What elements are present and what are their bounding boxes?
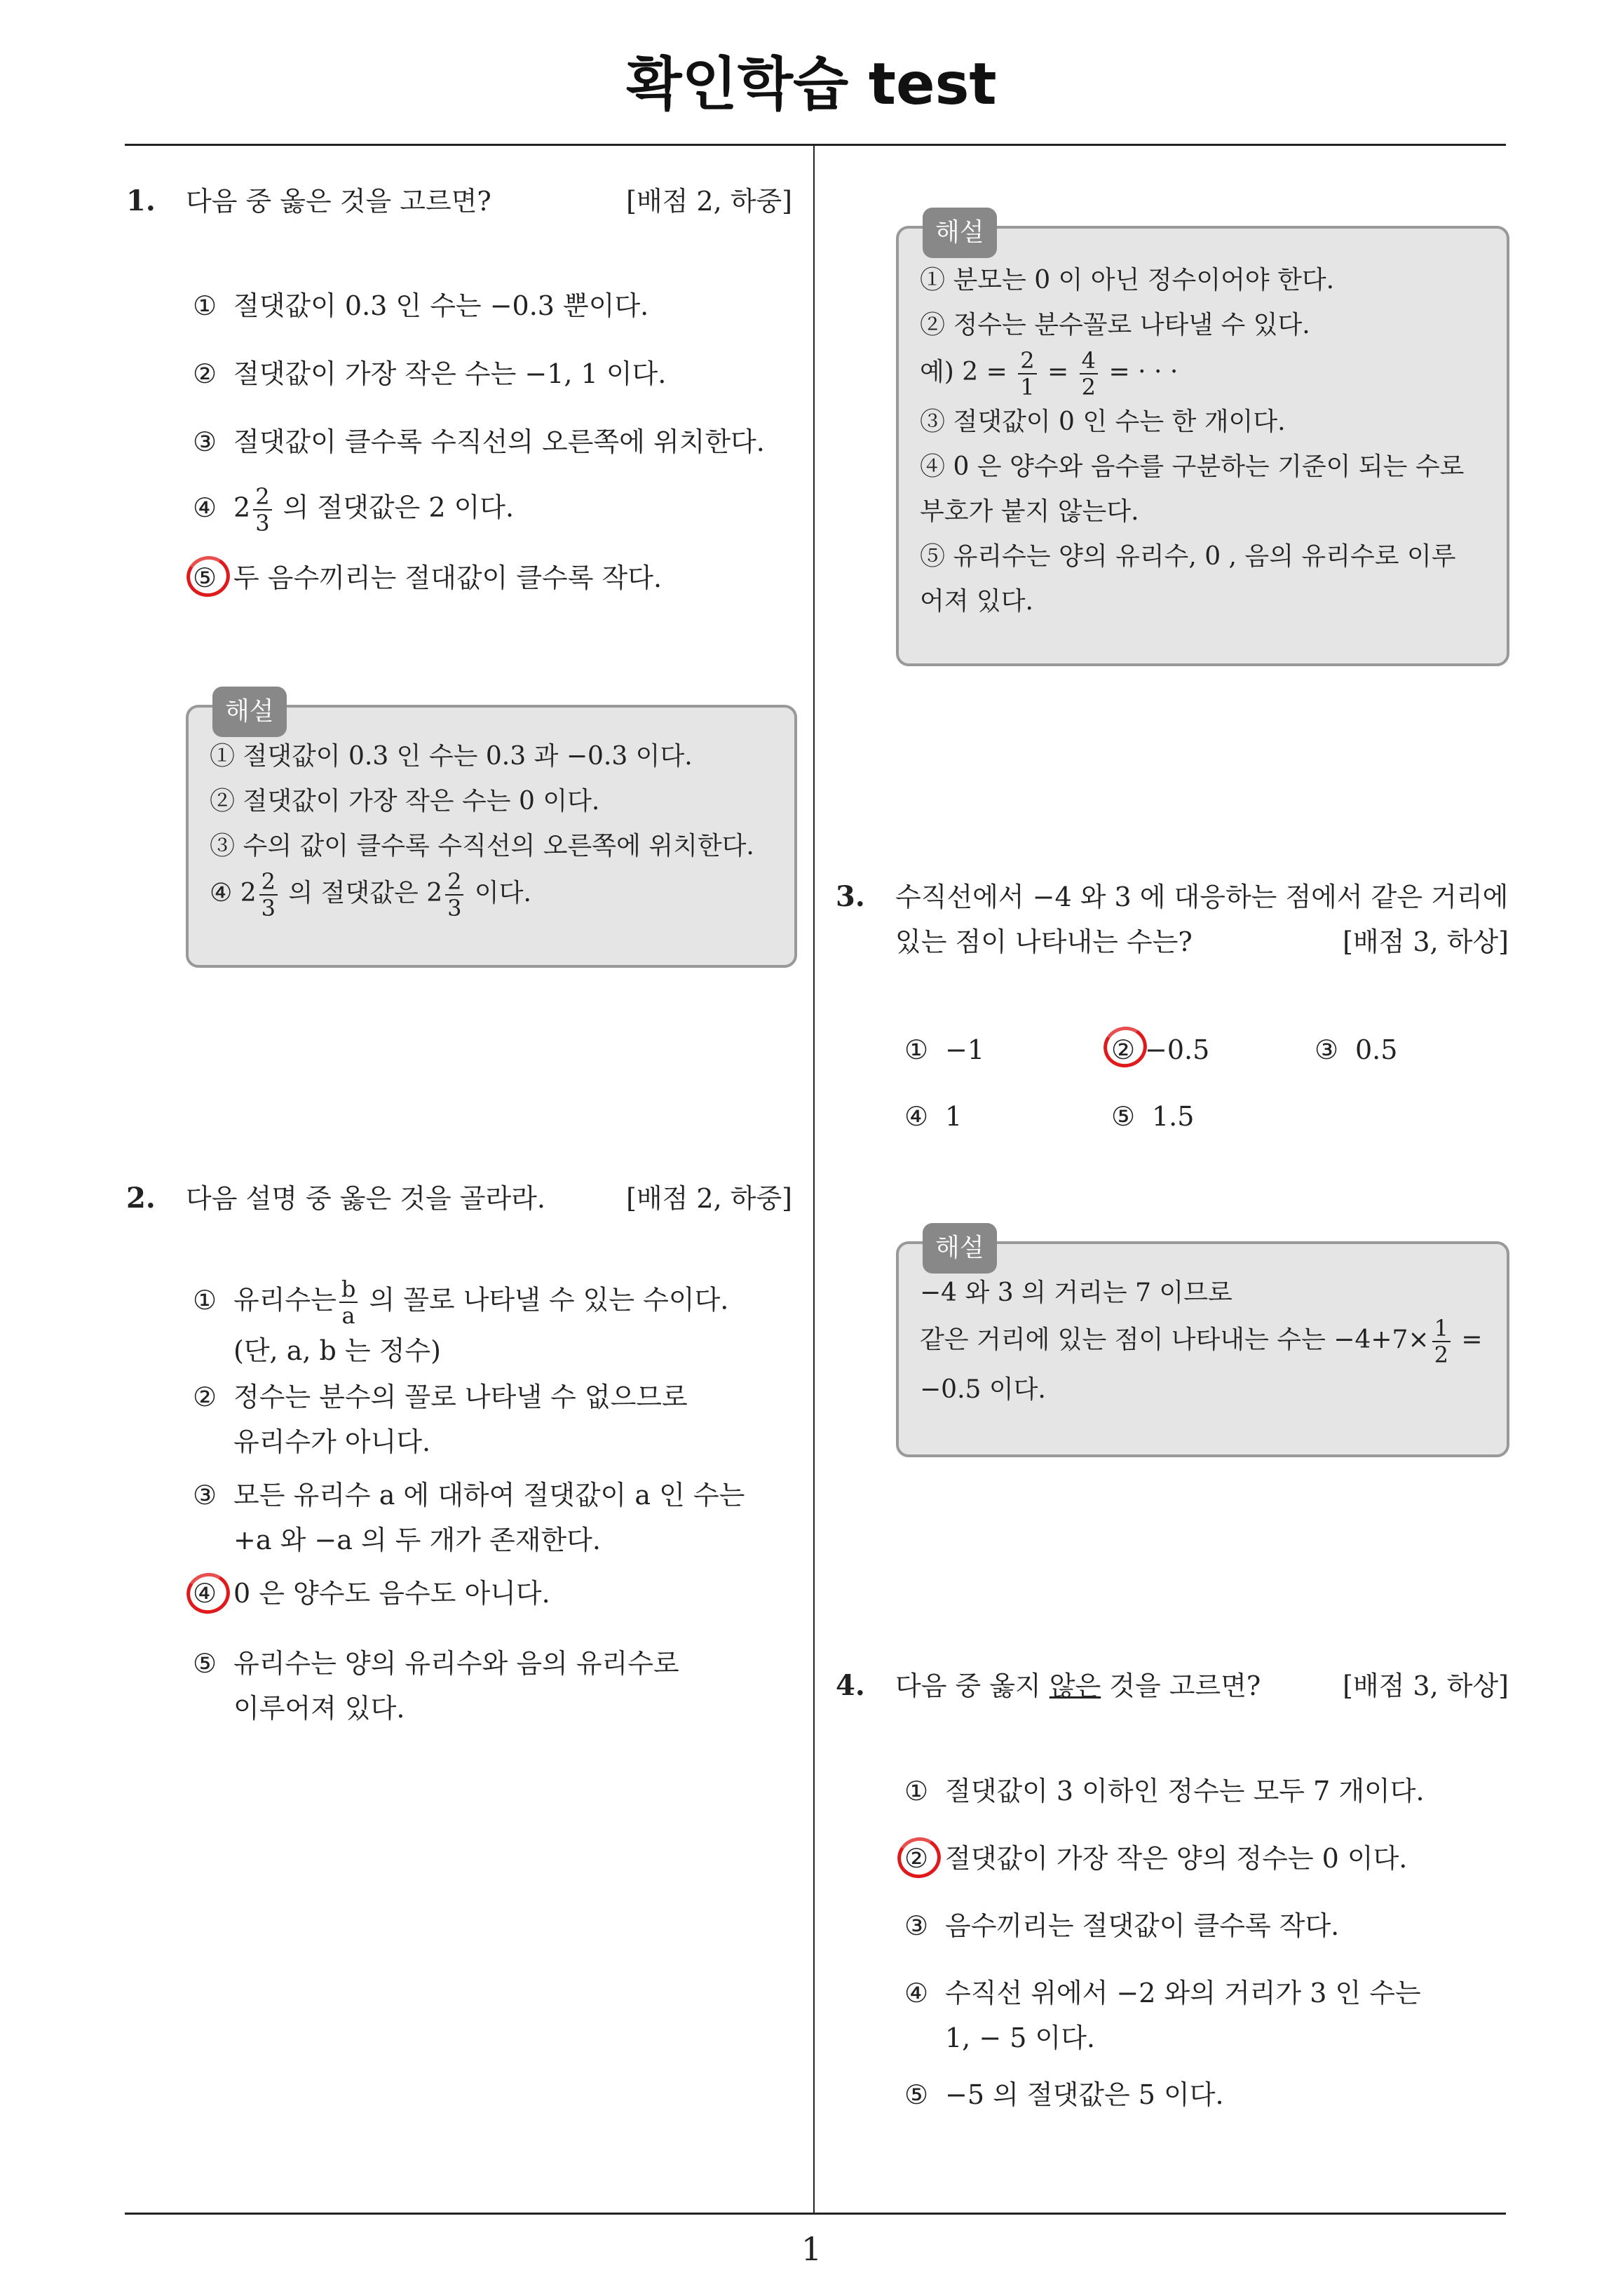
column-divider [813,146,815,2213]
question-2 [126,1178,792,1220]
explanation-line: ② 절댓값이 가장 작은 수는 0 이다. [210,787,600,816]
q2-option-5[interactable]: ⑤ 유리수는 양의 유리수와 음의 유리수로 이루어져 있다. [193,1648,679,1724]
q2-option-2[interactable]: ② 정수는 분수의 꼴로 나타낼 수 없으므로 유리수가 아니다. [193,1382,688,1457]
page-number: 1 [801,2230,822,2268]
q3-option-4[interactable]: ④ 1 [904,1101,963,1132]
page-title: 확인학습 test [626,51,997,118]
q1-option-2[interactable]: ② 절댓값이 가장 작은 수는 −1, 1 이다. [193,358,667,389]
q1-explanation-box [186,697,797,968]
explanation-line: ④ 2 $\frac{2}{3}$ 의 절댓값은 2 $\frac{2}{3}$ 이다. [210,868,531,921]
q2-explanation-box: 해설 ① 분모는 0 이 아닌 정수이어야 한다. ② 정수는 분수꼴로 나타낼 수 있다. 예) 2 = $\frac{2}{1}$ = $\frac{4}{2}$ = · · · ③ 절댓값이 0 인 수는 한 개이다. ④ 0 은 양수와 음수를 구분하는 기준이 되는 수로 부호가 붙지 않는다. ⑤ 유리수는 양의 유리수, 0 , 음의 유리수로 이루 어져 있다. [896,226,1509,666]
question-meta: [배점 3, 하상] [1343,1670,1509,1701]
q3-option-2[interactable]: ② −0.5 [1111,1034,1210,1065]
q1-option-3[interactable]: ③ 절댓값이 클수록 수직선의 오른쪽에 위치한다. [193,426,765,457]
question-meta: [배점 2, 하중] [626,186,792,217]
q4-option-5[interactable]: ⑤ −5 의 절댓값은 5 이다. [904,2079,1224,2110]
q3-option-3[interactable]: ③ 0.5 [1315,1034,1398,1065]
footer-rule [125,2213,1506,2215]
question-meta: [배점 2, 하중] [626,1183,792,1214]
question-meta: [배점 3, 하상] [1343,926,1509,957]
explanation-label: 해설 [212,687,287,737]
q3-option-1[interactable]: ① −1 [904,1034,985,1065]
q4-option-4[interactable]: ④ 수직선 위에서 −2 와의 거리가 3 인 수는 1, − 5 이다. [904,1978,1421,2053]
explanation-line: ① 절댓값이 0.3 인 수는 0.3 과 −0.3 이다. [210,742,693,771]
q3-option-5[interactable]: ⑤ 1.5 [1111,1101,1195,1132]
explanation-line: ③ 수의 값이 클수록 수직선의 오른쪽에 위치한다. [210,832,754,860]
question-text-cont: 있는 점이 나타내는 수는? [895,926,1193,957]
question-1 [126,181,792,223]
fraction: $\frac{2}{3}$ [253,484,271,536]
header-rule [125,144,1506,146]
q4-option-2[interactable]: ② 절댓값이 가장 작은 양의 정수는 0 이다. [904,1843,1408,1874]
q2-option-4[interactable]: ④ 0 은 양수도 음수도 아니다. [193,1578,550,1609]
question-number: 3. [836,880,865,913]
q2-option-3[interactable]: ③ 모든 유리수 a 에 대하여 절댓값이 a 인 수는 +a 와 −a 의 두 개가 존재한다. [193,1480,745,1555]
q4-option-1[interactable]: ① 절댓값이 3 이하인 정수는 모두 7 개이다. [904,1776,1425,1807]
explanation-label: 해설 [923,208,997,258]
q1-option-4[interactable]: ④ 2 $\frac{2}{3}$ 의 절댓값은 2 이다. [193,483,515,536]
question-text: 수직선에서 −4 와 3 에 대응하는 점에서 같은 거리에 [895,882,1509,912]
question-number: 4. [836,1669,865,1702]
question-text: 다음 설명 중 옳은 것을 골라라. [186,1183,545,1214]
q4-option-3[interactable]: ③ 음수끼리는 절댓값이 클수록 작다. [904,1910,1340,1941]
fraction: $\frac{b}{a}$ [339,1276,358,1328]
emphasis-underline: 않은 [1049,1670,1101,1701]
question-number: 2. [126,1182,156,1215]
q3-explanation-box: 해설 −4 와 3 의 거리는 7 이므로 같은 거리에 있는 점이 나타내는 수는 −4+7× $\frac{1}{2}$ = −0.5 이다. [896,1241,1509,1457]
explanation-label: 해설 [923,1223,997,1274]
question-text: 다음 중 옳은 것을 고르면? [186,186,491,217]
question-number: 1. [126,184,156,217]
q2-option-1[interactable]: ① 유리수는 $\frac{b}{a}$ 의 꼴로 나타낼 수 있는 수이다. (단, a, b 는 정수) [193,1276,729,1366]
q1-option-1[interactable]: ① 절댓값이 0.3 인 수는 −0.3 뿐이다. [193,290,649,321]
question-3 [836,877,1509,968]
question-4 [836,1666,1509,1708]
q1-option-5[interactable]: ⑤ 두 음수끼리는 절대값이 클수록 작다. [193,562,663,593]
question-text: 다음 중 옳지 않은 것을 고르면? [895,1670,1261,1701]
